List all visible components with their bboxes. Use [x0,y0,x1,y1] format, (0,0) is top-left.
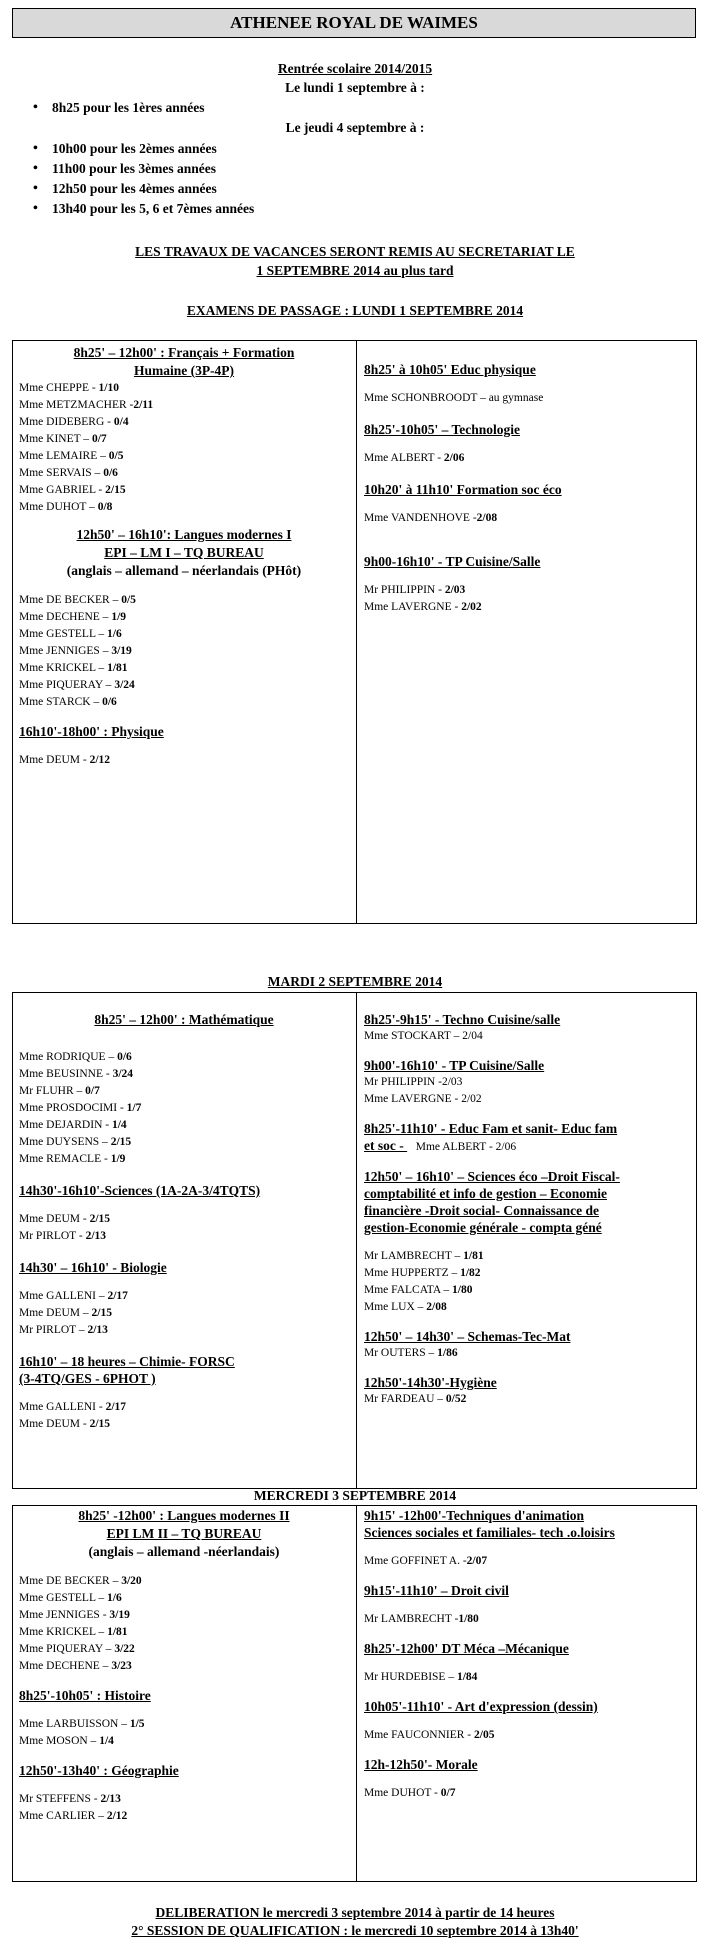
school-title: ATHENEE ROYAL DE WAIMES [12,8,696,38]
list-item: Mme DEJARDIN - 1/4 [19,1119,127,1131]
list-item: Mme DEUM - 2/15 [19,1418,111,1430]
section-heading-line: et soc - Mme ALBERT - 2/06 [364,1138,517,1153]
section-heading: 9h00'-16h10' - TP Cuisine/Salle [364,1058,545,1073]
section-heading: 9h15' -12h00'-Techniques d'animation [364,1508,585,1523]
list-item: Mme STOCKART – 2/04 [364,1030,483,1042]
list-item: • 10h00 pour les 2èmes années [0,139,700,159]
section-heading: 16h10'-18h00' : Physique [19,724,164,739]
list-item: Mme RODRIQUE – 0/6 [19,1051,132,1063]
monday-exam-title: EXAMENS DE PASSAGE : LUNDI 1 SEPTEMBRE 2014 [186,303,524,318]
list-item: Mme CHEPPE - 1/10 [19,382,119,394]
list-item: Mme KRICKEL – 1/81 [19,1626,128,1638]
list-item: Mme DIDEBERG - 0/4 [19,416,129,428]
section-heading: 12h50'-14h30'-Hygiène [364,1375,497,1390]
tuesday-title: MARDI 2 SEPTEMBRE 2014 [267,974,443,989]
start-times-group-1 [0,98,700,118]
section-heading: 8h25'-12h00' DT Méca –Mécanique [364,1641,569,1656]
list-item: Mme CARLIER – 2/12 [19,1810,128,1822]
list-item: Mme PROSDOCIMI - 1/7 [19,1102,142,1114]
homework-notice-line-1: LES TRAVAUX DE VACANCES SERONT REMIS AU SECRETARIAT LE [135,244,575,259]
section-heading: (3-4TQ/GES - 6PHOT ) [19,1371,156,1386]
list-item: Mr HURDEBISE – 1/84 [364,1671,478,1683]
list-item: Mme PIQUERAY – 3/22 [19,1643,135,1655]
section-heading: 12h-12h50'- Morale [364,1757,478,1772]
section-heading: 16h10' – 18 heures – Chimie- FORSC [19,1354,235,1369]
section-subheading: (anglais – allemand -néerlandais) [88,1544,280,1559]
section-heading: 8h25' -12h00' : Langues modernes II [78,1508,290,1523]
list-item: Mme VANDENHOVE -2/08 [364,512,498,524]
list-item: • 11h00 pour les 3èmes années [0,159,700,179]
section-heading: 10h05'-11h10' - Art d'expression (dessin) [364,1699,598,1714]
list-item: Mr LAMBRECHT – 1/81 [364,1250,484,1262]
section-heading: comptabilité et info de gestion – Economie [364,1186,607,1201]
monday-exam-table [12,340,697,924]
list-item: Mme LAVERGNE - 2/02 [364,601,482,613]
monday-start-heading: Le lundi 1 septembre à : [285,80,425,95]
section-heading: 14h30' – 16h10' - Biologie [19,1260,167,1275]
list-item: Mme BEUSINNE - 3/24 [19,1068,134,1080]
list-item: Mr OUTERS – 1/86 [364,1347,458,1359]
list-item: Mme DECHENE – 3/23 [19,1660,132,1672]
wednesday-left-column [19,1507,349,1825]
section-heading: 8h25'-9h15' - Techno Cuisine/salle [364,1012,561,1027]
section-heading: EPI – LM I – TQ BUREAU [104,545,264,560]
wednesday-exam-table [12,1505,697,1882]
section-heading: 8h25'-11h10' - Educ Fam et sanit- Educ fam [364,1121,618,1136]
list-item: • 8h25 pour les 1ères années [0,98,700,118]
section-subheading: (anglais – allemand – néerlandais (PHôt) [66,563,302,578]
list-item: Mme LEMAIRE – 0/5 [19,450,124,462]
wednesday-title: MERCREDI 3 SEPTEMBRE 2014 [253,1488,457,1503]
section-heading: 14h30'-16h10'-Sciences (1A-2A-3/4TQTS) [19,1183,261,1198]
list-item: Mme STARCK – 0/6 [19,696,117,708]
section-heading: Sciences sociales et familiales- tech .o.loisirs [364,1525,615,1540]
list-item: Mr PHILIPPIN - 2/03 [364,584,466,596]
section-heading: 10h20' à 11h10' Formation soc éco [364,482,562,497]
column-divider [356,341,357,923]
section-heading: 8h25' à 10h05' Educ physique [364,362,536,377]
tuesday-right-column [364,1011,694,1408]
section-heading: 9h00-16h10' - TP Cuisine/Salle [364,554,541,569]
list-item: Mme GESTELL – 1/6 [19,1592,122,1604]
list-item: Mme LARBUISSON – 1/5 [19,1718,145,1730]
school-year-heading: Rentrée scolaire 2014/2015 [277,61,433,76]
list-item: Mme GABRIEL - 2/15 [19,484,126,496]
section-heading: gestion-Economie générale - compta géné [364,1220,602,1235]
list-item: Mme LUX – 2/08 [364,1301,447,1313]
section-heading: 8h25' – 12h00' : Mathématique [94,1012,274,1027]
start-times-group-2 [0,139,700,219]
list-item: Mme SCHONBROODT – au gymnase [364,392,544,404]
deliberation-notice: DELIBERATION le mercredi 3 septembre 2014 à partir de 14 heures [155,1905,555,1920]
section-heading: 9h15'-11h10' – Droit civil [364,1583,509,1598]
list-item: Mme REMACLE - 1/9 [19,1153,126,1165]
tuesday-left-column [19,1011,349,1433]
list-item: Mme DUHOT - 0/7 [364,1787,456,1799]
list-item: • 13h40 pour les 5, 6 et 7èmes années [0,199,700,219]
list-item: Mme DUHOT – 0/8 [19,501,113,513]
list-item: Mme SERVAIS – 0/6 [19,467,118,479]
section-heading: 8h25'-10h05' : Histoire [19,1688,151,1703]
list-item: Mme GOFFINET A. -2/07 [364,1555,488,1567]
section-heading: 12h50' – 16h10': Langues modernes I [76,527,292,542]
section-heading: 12h50' – 14h30' – Schemas-Tec-Mat [364,1329,571,1344]
list-item: Mme JENNIGES - 3/19 [19,1609,130,1621]
list-item: Mme GALLENI – 2/17 [19,1290,128,1302]
list-item: Mr STEFFENS - 2/13 [19,1793,121,1805]
wednesday-right-column [364,1507,694,1802]
column-divider [356,1506,357,1881]
list-item: Mme DEUM - 2/12 [19,754,111,766]
list-item: Mme PIQUERAY – 3/24 [19,679,135,691]
list-item: Mme GALLENI - 2/17 [19,1401,127,1413]
list-item: Mme HUPPERTZ – 1/82 [364,1267,481,1279]
list-item: Mme DEUM - 2/15 [19,1213,111,1225]
list-item: Mme FALCATA – 1/80 [364,1284,473,1296]
list-item: Mme MOSON – 1/4 [19,1735,114,1747]
teacher-list [19,1049,349,1168]
list-item: Mme ALBERT - 2/06 [364,452,465,464]
list-item: Mr LAMBRECHT -1/80 [364,1613,479,1625]
column-divider [356,993,357,1488]
list-item: Mme DECHENE – 1/9 [19,611,127,623]
teacher-list [19,1573,349,1675]
section-heading: EPI LM II – TQ BUREAU [106,1526,262,1541]
list-item: Mme DEUM – 2/15 [19,1307,112,1319]
list-item: Mme GESTELL – 1/6 [19,628,122,640]
section-heading: 8h25'-10h05' – Technologie [364,422,521,437]
teacher-list [19,380,349,516]
list-item: Mme JENNIGES – 3/19 [19,645,132,657]
homework-notice-line-2: 1 SEPTEMBRE 2014 au plus tard [256,263,454,278]
list-item: Mme DE BECKER – 0/5 [19,594,136,606]
list-item: Mme METZMACHER -2/11 [19,399,154,411]
section-heading: 8h25' – 12h00' : Français + Formation [73,345,295,360]
thursday-start-heading: Le jeudi 4 septembre à : [285,120,425,135]
list-item: Mme KRICKEL – 1/81 [19,662,128,674]
list-item: • 12h50 pour les 4èmes années [0,179,700,199]
list-item: Mme DE BECKER – 3/20 [19,1575,142,1587]
teacher-list [19,592,349,711]
list-item: Mme KINET – 0/7 [19,433,107,445]
list-item: Mme DUYSENS – 2/15 [19,1136,132,1148]
list-item: Mme LAVERGNE - 2/02 [364,1093,482,1105]
tuesday-exam-table [12,992,697,1489]
section-heading: 12h50'-13h40' : Géographie [19,1763,179,1778]
list-item: Mme FAUCONNIER - 2/05 [364,1729,495,1741]
monday-right-column [364,361,694,616]
section-heading: financière -Droit social- Connaissance de [364,1203,599,1218]
list-item: Mr PIRLOT – 2/13 [19,1324,108,1336]
list-item: Mr PIRLOT - 2/13 [19,1230,107,1242]
section-heading: 12h50' – 16h10' – Sciences éco –Droit Fiscal- [364,1169,620,1184]
list-item: Mr PHILIPPIN -2/03 [364,1076,463,1088]
second-session-notice: 2° SESSION DE QUALIFICATION : le mercredi 10 septembre 2014 à 13h40' [131,1923,579,1938]
list-item: Mr FARDEAU – 0/52 [364,1393,467,1405]
section-heading: Humaine (3P-4P) [133,363,235,378]
list-item: Mr FLUHR – 0/7 [19,1085,100,1097]
monday-left-column [19,344,349,769]
